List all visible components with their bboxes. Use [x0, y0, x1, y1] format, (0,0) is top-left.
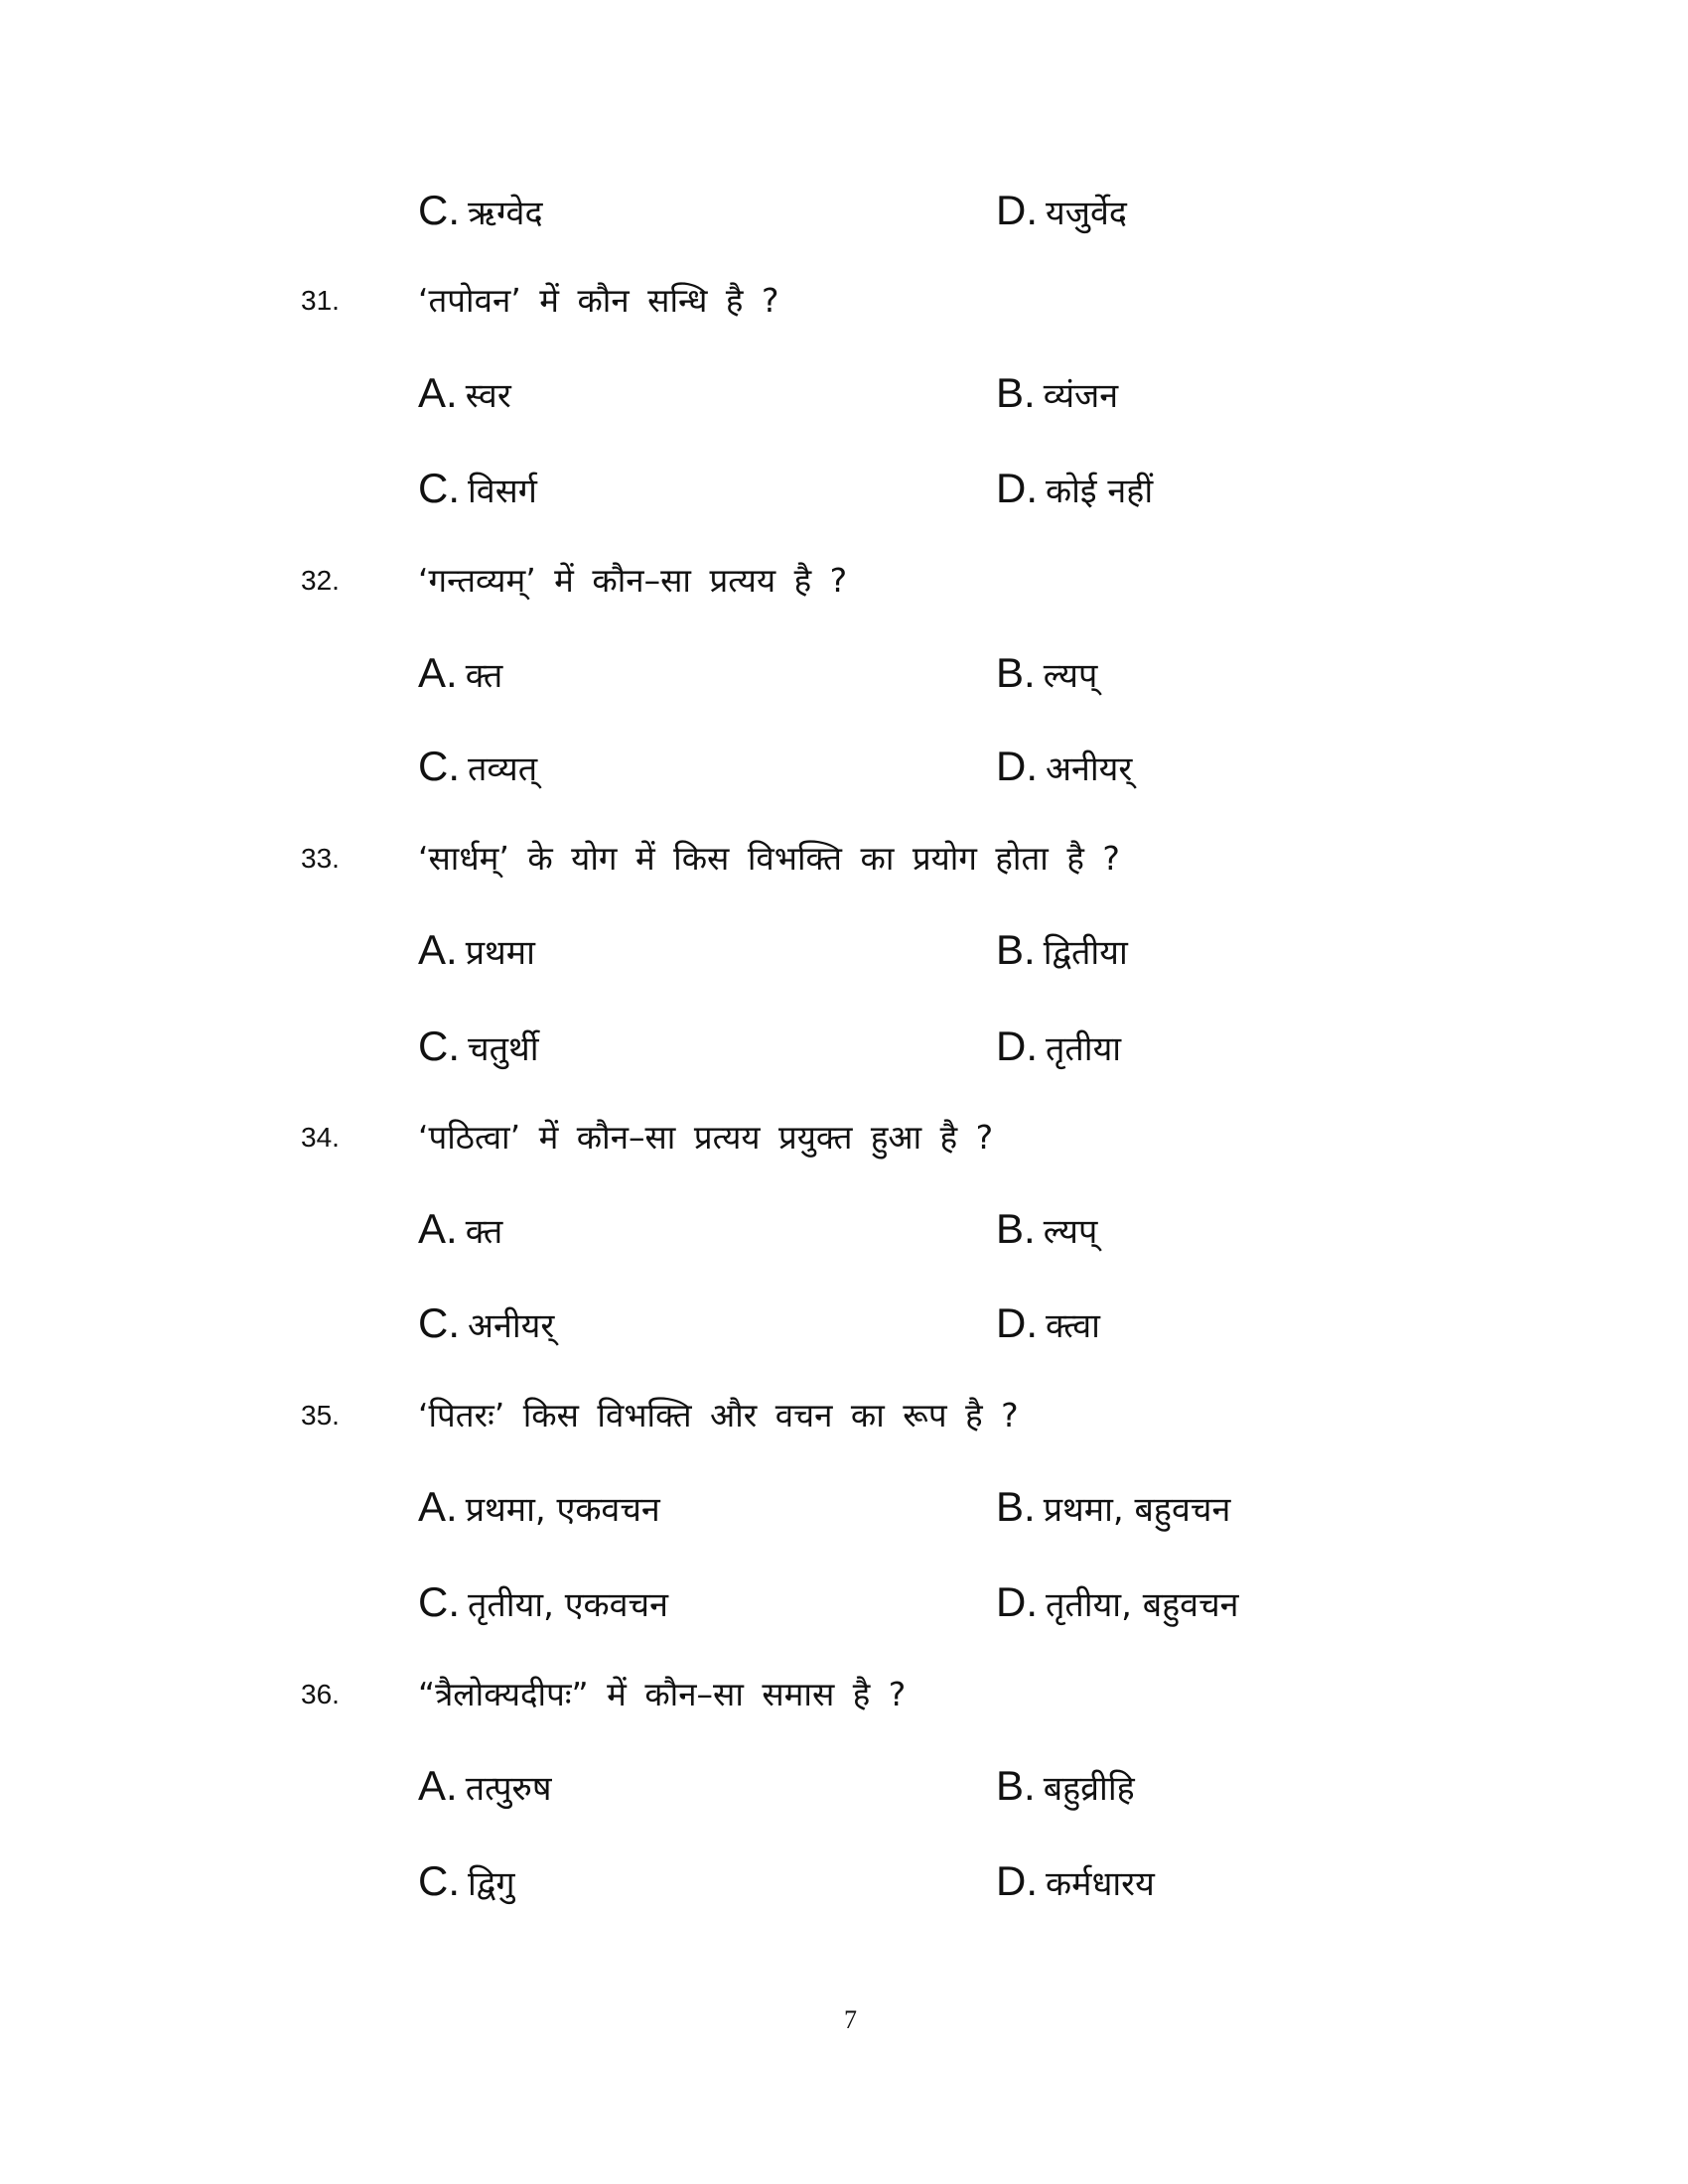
question-text: ‘गन्तव्यम्’ में कौन–सा प्रत्यय है ?	[418, 561, 848, 600]
option-letter: B.	[996, 1205, 1036, 1252]
option-letter: D.	[996, 465, 1038, 511]
option-text: तत्पुरुष	[465, 1769, 552, 1809]
option-letter: C.	[418, 743, 460, 789]
option-text: तृतीया, बहुवचन	[1046, 1585, 1239, 1625]
option	[996, 1758, 1135, 1814]
option-letter: A.	[418, 369, 458, 416]
option	[996, 645, 1097, 701]
option-letter: B.	[996, 1762, 1036, 1809]
question-number: 33.	[301, 843, 340, 874]
option	[418, 365, 511, 421]
question-text: ‘सार्धम्’ के योग में किस विभक्ति का प्रयोग होता है ?	[418, 839, 1120, 878]
option-text: प्रथमा	[465, 933, 535, 973]
option-letter: D.	[996, 1299, 1038, 1346]
option-letter: D.	[996, 1578, 1038, 1625]
option-letter: C.	[418, 1857, 460, 1904]
option-text: विसर्ग	[468, 472, 537, 511]
question-text: ‘पठित्वा’ में कौन–सा प्रत्यय प्रयुक्त हुआ है ?	[418, 1118, 994, 1157]
option-letter: A.	[418, 1762, 458, 1809]
option-letter: C.	[418, 1299, 460, 1346]
option-letter: B.	[996, 369, 1036, 416]
option	[996, 1201, 1097, 1257]
option-letter: D.	[996, 187, 1038, 233]
option-text: अनीयर्	[1046, 750, 1133, 789]
option	[418, 922, 535, 978]
option	[418, 739, 537, 794]
option-letter: A.	[418, 1205, 458, 1252]
option	[996, 1019, 1121, 1074]
option	[418, 1758, 552, 1814]
page-number: 7	[844, 2005, 857, 2034]
option-text: क्त	[465, 1212, 503, 1252]
option-text: स्वर	[465, 376, 511, 416]
option	[418, 1853, 515, 1909]
question-text: “त्रैलोक्यदीपः” में कौन–सा समास है ?	[418, 1675, 907, 1713]
option	[996, 461, 1153, 516]
question-number: 31.	[301, 285, 340, 316]
option-text: अनीयर्	[468, 1306, 555, 1346]
option-text: द्वितीया	[1043, 933, 1128, 973]
option	[996, 1574, 1239, 1630]
option	[418, 645, 502, 701]
option-text: द्विगु	[468, 1864, 515, 1904]
option-text: प्रथमा, एकवचन	[465, 1490, 660, 1530]
option-letter: A.	[418, 649, 458, 696]
option-text: व्यंजन	[1043, 376, 1119, 416]
option-letter: D.	[996, 1857, 1038, 1904]
option-text: तृतीया	[1046, 1029, 1122, 1069]
option-letter: D.	[996, 1023, 1038, 1069]
option	[996, 922, 1128, 978]
option-text: तव्यत्	[468, 750, 538, 789]
option-text: ल्यप्	[1043, 656, 1098, 696]
option	[996, 1296, 1100, 1351]
question-text: ‘तपोवन’ में कौन सन्धि है ?	[418, 281, 779, 320]
question-number: 32.	[301, 565, 340, 596]
option-letter: A.	[418, 1483, 458, 1530]
option-text: तृतीया, एकवचन	[468, 1585, 668, 1625]
option	[996, 1479, 1230, 1535]
option	[418, 461, 537, 516]
option	[418, 1574, 668, 1630]
option	[418, 1479, 660, 1535]
option	[418, 183, 543, 238]
option-letter: B.	[996, 1483, 1036, 1530]
option	[996, 183, 1127, 238]
option-text: ल्यप्	[1043, 1212, 1098, 1252]
option-letter: B.	[996, 649, 1036, 696]
option-letter: C.	[418, 1023, 460, 1069]
option-text: क्त	[465, 656, 503, 696]
question-number: 34.	[301, 1122, 340, 1153]
option-text: चतुर्थी	[468, 1029, 539, 1069]
option-letter: A.	[418, 926, 458, 973]
option-letter: D.	[996, 743, 1038, 789]
option-text: प्रथमा, बहुवचन	[1043, 1490, 1231, 1530]
option	[418, 1019, 539, 1074]
option-letter: B.	[996, 926, 1036, 973]
option	[418, 1201, 502, 1257]
option-text: कर्मधारय	[1046, 1864, 1155, 1904]
option-text: क्त्वा	[1046, 1306, 1100, 1346]
option	[996, 1853, 1155, 1909]
option	[996, 365, 1118, 421]
option	[996, 739, 1132, 794]
option	[418, 1296, 554, 1351]
question-number: 35.	[301, 1400, 340, 1431]
question-text: ‘पितरः’ किस विभक्ति और वचन का रूप है ?	[418, 1396, 1019, 1434]
option-letter: C.	[418, 465, 460, 511]
option-letter: C.	[418, 187, 460, 233]
option-text: ऋग्वेद	[468, 194, 543, 233]
option-text: बहुव्रीहि	[1043, 1769, 1135, 1809]
question-number: 36.	[301, 1679, 340, 1709]
option-letter: C.	[418, 1578, 460, 1625]
option-text: यजुर्वेद	[1046, 194, 1127, 233]
option-text: कोई नहीं	[1046, 472, 1154, 511]
